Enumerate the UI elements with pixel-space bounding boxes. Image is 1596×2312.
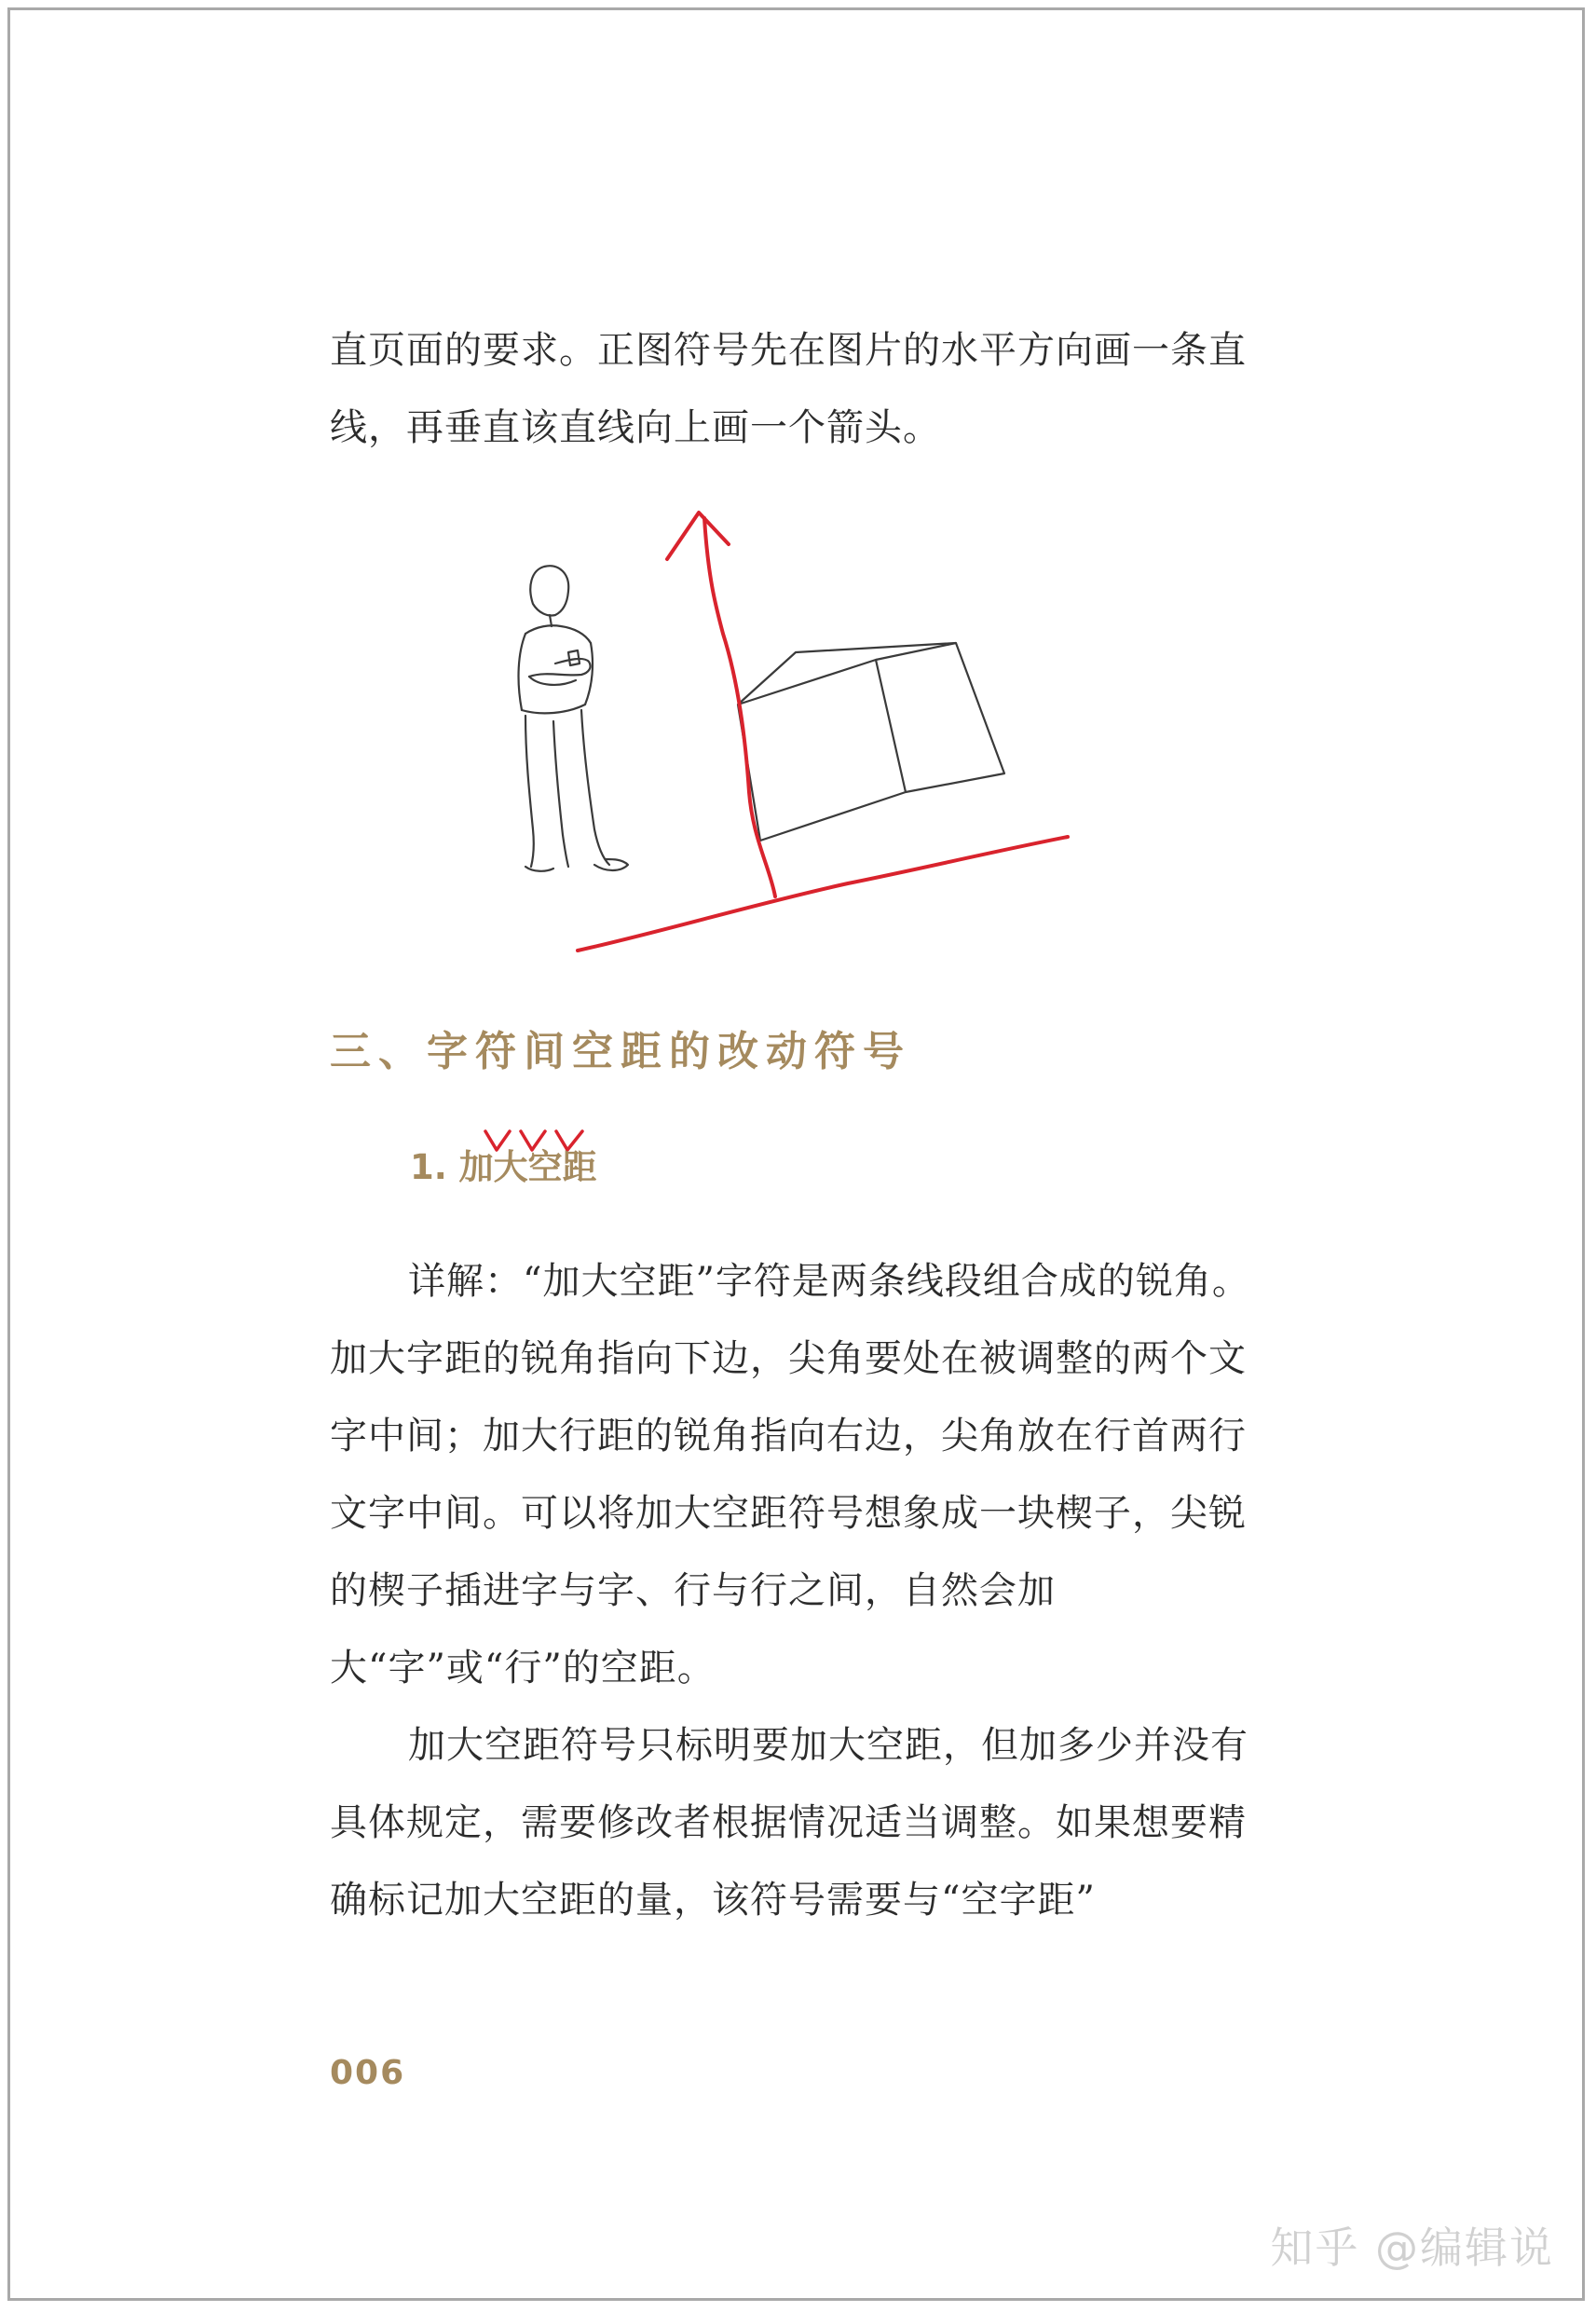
- watermark: 知乎 @编辑说: [1270, 2223, 1554, 2273]
- person-figure: [519, 566, 628, 871]
- body-text: [330, 1243, 1271, 1939]
- top-paragraph: [330, 312, 1271, 467]
- straighten-illustration: [484, 494, 1081, 960]
- subsection-title: 1. 加大空距: [410, 1147, 597, 1187]
- horizontal-reference-line: [578, 837, 1068, 951]
- paragraph-text: 直页面的要求。正图符号先在图片的水平方向画一条直线，再垂直该直线向上画一个箭头。: [330, 329, 1247, 449]
- page-number: 006: [330, 2054, 406, 2092]
- tilted-box: [738, 643, 1004, 841]
- section-title: 三、字符间空距的改动符号: [330, 1028, 911, 1075]
- straighten-mark: [578, 513, 1068, 951]
- paragraph-note: 加大空距符号只标明要加大空距，但加多少并没有具体规定，需要修改者根据情况适当调整。如果想要精确标记加大空距的量，该符号需要与“空字距”: [330, 1724, 1248, 1922]
- arrow-head: [667, 513, 729, 559]
- paragraph-explanation: 详解：“加大空距”字符是两条线段组合成的锐角。加大字距的锐角指向下边，尖角要处在被调整的两个文字中间；加大行距的锐角指向右边，尖角放在行首两行文字中间。可以将加大空距符号想象成一块楔子，尖锐的楔子插进字与字、行与行之间，自然会加大“字”或“行”的空距。: [330, 1260, 1250, 1690]
